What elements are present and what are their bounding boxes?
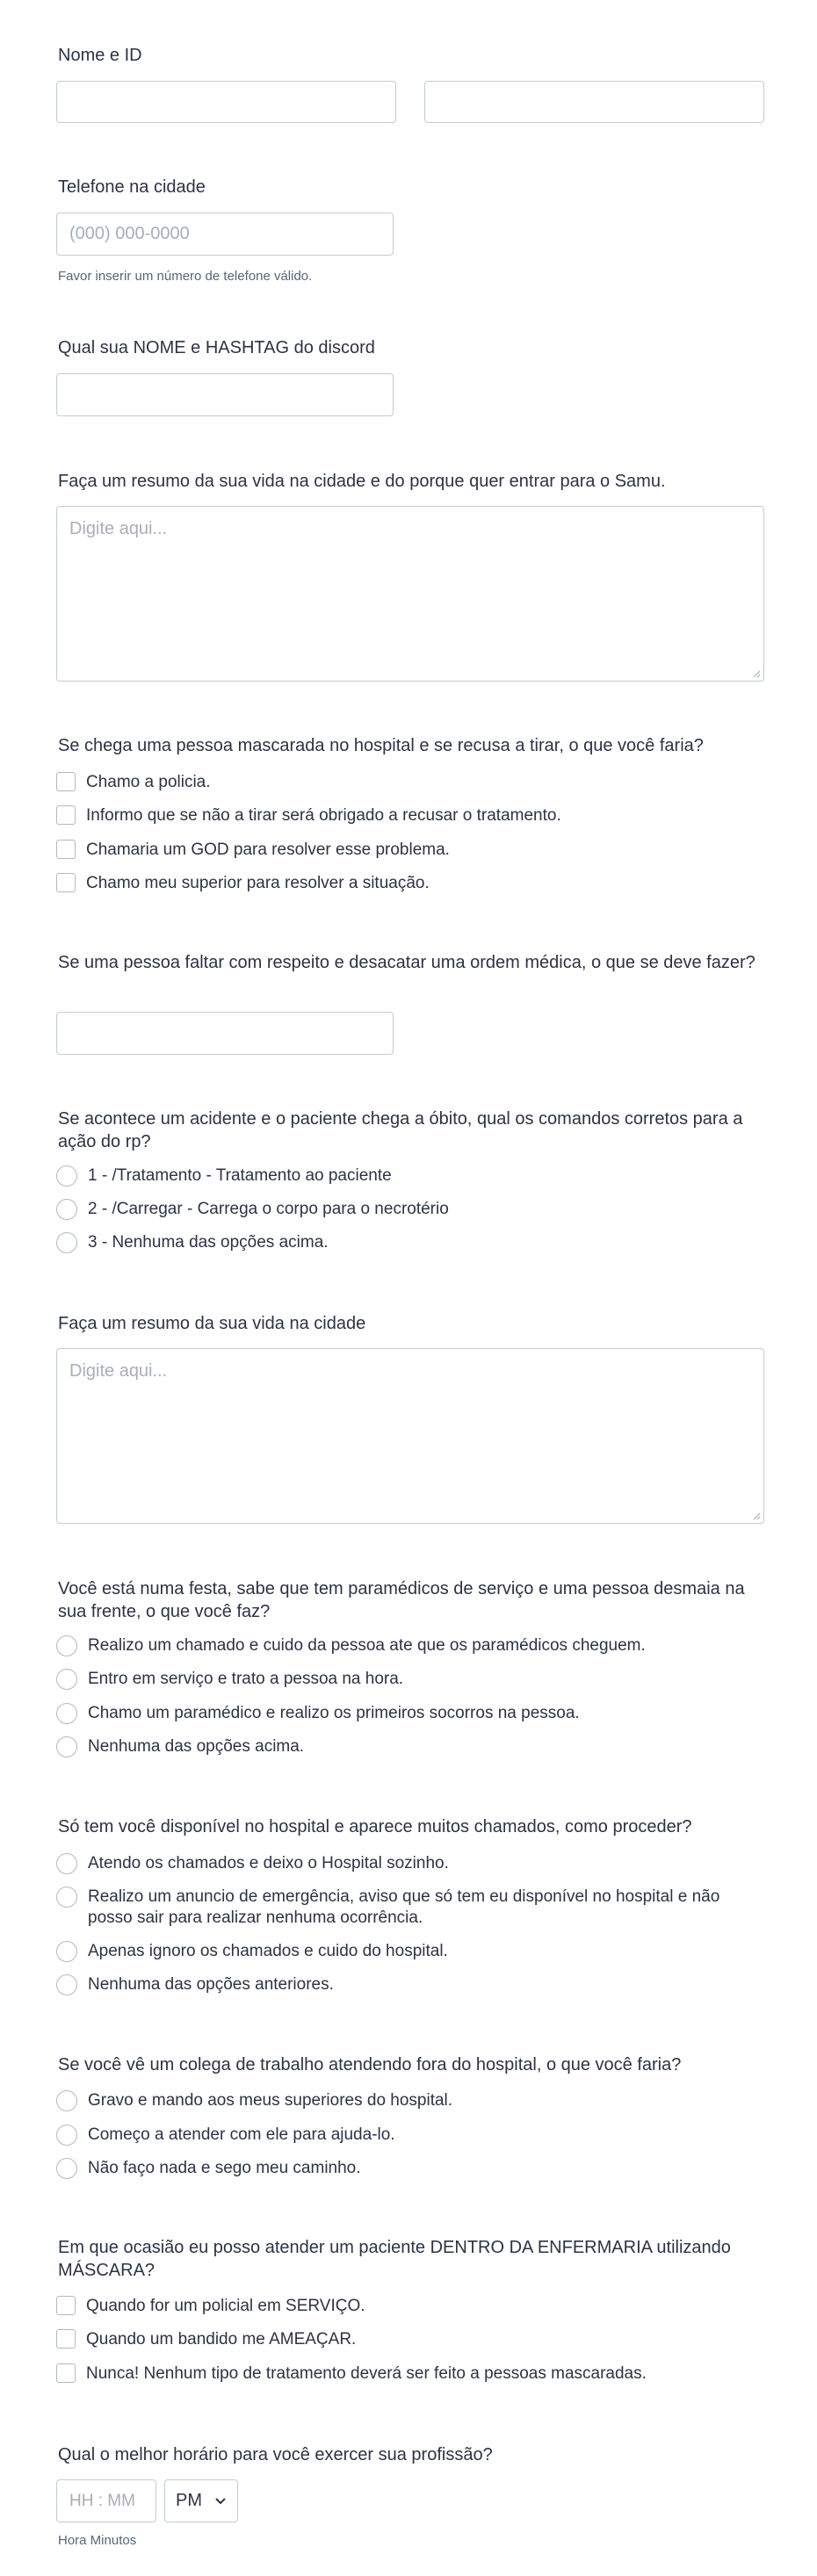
resume-samu-label: Faça um resumo da sua vida na cidade e do porque quer entrar para o Samu.: [58, 472, 666, 491]
ampm-select[interactable]: [164, 2479, 238, 2522]
party-option[interactable]: [56, 1736, 304, 1757]
masked-option[interactable]: [56, 840, 450, 861]
checkbox[interactable]: [56, 873, 76, 892]
option-label: Nunca! Nenhum tipo de tratamento deverá ser feito a pessoas mascaradas.: [86, 2364, 647, 2383]
option-label: 3 - Nenhuma das opções acima.: [88, 1233, 329, 1252]
masked-option[interactable]: [56, 805, 561, 826]
mask-ward-question: Em que ocasião eu posso atender um paciente DENTRO DA ENFERMARIA utilizando MÁSCARA?: [58, 2238, 731, 2280]
alone-option[interactable]: [56, 1887, 750, 1929]
option-label: Não faço nada e sego meu caminho.: [88, 2159, 361, 2177]
time-hint: Hora Minutos: [58, 2533, 137, 2548]
first-name-input[interactable]: [56, 81, 396, 123]
discord-label: Qual sua NOME e HASHTAG do discord: [58, 338, 375, 357]
party-option[interactable]: [56, 1635, 646, 1656]
disrespect-question: Se uma pessoa faltar com respeito e desacatar uma ordem médica, o que se deve fazer?: [58, 953, 756, 972]
radio[interactable]: [56, 1974, 77, 1995]
phone-input[interactable]: [56, 213, 394, 256]
phone-hint: Favor inserir um número de telefone válido.: [58, 269, 313, 284]
option-label: 2 - /Carregar - Carrega o corpo para o necrotério: [88, 1200, 449, 1218]
option-label: Entro em serviço e trato a pessoa na hora.: [88, 1670, 404, 1688]
party-question: Você está numa festa, sabe que tem paramédicos de serviço e uma pessoa desmaia na sua frente, o que você faz?: [58, 1579, 745, 1621]
alone-option[interactable]: [56, 1974, 334, 1995]
discord-input[interactable]: [56, 373, 394, 416]
masked-option[interactable]: [56, 873, 430, 894]
alone-option[interactable]: [56, 1941, 448, 1962]
radio[interactable]: [56, 2090, 77, 2111]
phone-label: Telefone na cidade: [58, 177, 206, 197]
time-placeholder: HH : MM: [69, 2491, 135, 2510]
alone-option[interactable]: [56, 1853, 449, 1874]
accident-option[interactable]: [56, 1165, 392, 1187]
radio[interactable]: [56, 1669, 77, 1690]
checkbox[interactable]: [56, 2363, 76, 2383]
resume-city-placeholder: Digite aqui...: [69, 1361, 168, 1381]
option-label: Chamo um paramédico e realizo os primeiros socorros na pessoa.: [88, 1704, 580, 1722]
mask-ward-option[interactable]: [56, 2363, 647, 2385]
option-label: Chamaria um GOD para resolver esse problema.: [86, 841, 450, 859]
checkbox[interactable]: [56, 805, 76, 825]
option-label: Quando for um policial em SERVIÇO.: [86, 2297, 365, 2315]
option-label: Realizo um chamado e cuido da pessoa ate que os paramédicos cheguem.: [88, 1636, 646, 1655]
resume-samu-textarea[interactable]: [56, 506, 764, 682]
alone-question: Só tem você disponível no hospital e aparece muitos chamados, como proceder?: [58, 1817, 692, 1836]
checkbox[interactable]: [56, 2296, 76, 2315]
option-label: Quando um bandido me AMEAÇAR.: [86, 2330, 357, 2349]
party-option[interactable]: [56, 1669, 403, 1690]
radio[interactable]: [56, 1736, 77, 1757]
option-label: Realizo um anuncio de emergência, aviso que só tem eu disponível no hospital e não posso sair para realizar nenhuma ocorrência.: [88, 1887, 720, 1927]
name-id-label: Nome e ID: [58, 46, 142, 65]
option-label: Atendo os chamados e deixo o Hospital sozinho.: [88, 1854, 449, 1872]
masked-option[interactable]: [56, 772, 211, 793]
accident-question: Se acontece um acidente e o paciente chega a óbito, qual os comandos corretos para a ação do rp?: [58, 1109, 743, 1151]
phone-placeholder: (000) 000-0000: [69, 224, 190, 243]
option-label: Apenas ignoro os chamados e cuido do hospital.: [88, 1942, 448, 1960]
option-label: 1 - /Tratamento - Tratamento ao paciente: [88, 1166, 392, 1185]
radio[interactable]: [56, 2158, 77, 2179]
resume-city-label: Faça um resumo da sua vida na cidade: [58, 1314, 366, 1333]
radio[interactable]: [56, 1941, 77, 1962]
accident-option[interactable]: [56, 1232, 329, 1253]
ampm-value: PM: [176, 2491, 202, 2510]
resume-city-textarea[interactable]: [56, 1348, 764, 1524]
radio[interactable]: [56, 1232, 77, 1253]
party-option[interactable]: [56, 1703, 580, 1724]
schedule-question: Qual o melhor horário para você exercer sua profissão?: [58, 2445, 493, 2464]
option-label: Começo a atender com ele para ajuda-lo.: [88, 2125, 395, 2144]
option-label: Chamo meu superior para resolver a situação.: [86, 874, 430, 892]
colleague-option[interactable]: [56, 2090, 452, 2111]
option-label: Informo que se não a tirar será obrigado a recusar o tratamento.: [86, 806, 561, 825]
radio[interactable]: [56, 1703, 77, 1724]
option-label: Nenhuma das opções anteriores.: [88, 1975, 334, 1994]
checkbox[interactable]: [56, 840, 76, 859]
accident-option[interactable]: [56, 1199, 449, 1220]
mask-ward-option[interactable]: [56, 2329, 356, 2350]
colleague-option[interactable]: [56, 2125, 395, 2146]
resize-grip-icon[interactable]: [752, 669, 761, 678]
masked-question: Se chega uma pessoa mascarada no hospital e se recusa a tirar, o que você faria?: [58, 736, 704, 755]
option-label: Nenhuma das opções acima.: [88, 1737, 305, 1756]
radio[interactable]: [56, 1887, 77, 1908]
colleague-option[interactable]: [56, 2158, 361, 2179]
resume-samu-placeholder: Digite aqui...: [69, 519, 168, 538]
radio[interactable]: [56, 1199, 77, 1220]
checkbox[interactable]: [56, 2329, 76, 2349]
option-label: Gravo e mando aos meus superiores do hospital.: [88, 2091, 453, 2110]
radio[interactable]: [56, 1853, 77, 1874]
time-input[interactable]: [56, 2479, 156, 2522]
radio[interactable]: [56, 1635, 77, 1656]
radio[interactable]: [56, 2125, 77, 2146]
mask-ward-option[interactable]: [56, 2296, 365, 2317]
colleague-question: Se você vê um colega de trabalho atendendo fora do hospital, o que você faria?: [58, 2055, 682, 2075]
resize-grip-icon[interactable]: [752, 1512, 761, 1520]
last-name-input[interactable]: [424, 81, 764, 123]
chevron-down-icon: [214, 2497, 227, 2506]
checkbox[interactable]: [56, 772, 76, 791]
option-label: Chamo a policia.: [86, 773, 211, 791]
disrespect-input[interactable]: [56, 1012, 394, 1055]
radio[interactable]: [56, 1165, 77, 1187]
